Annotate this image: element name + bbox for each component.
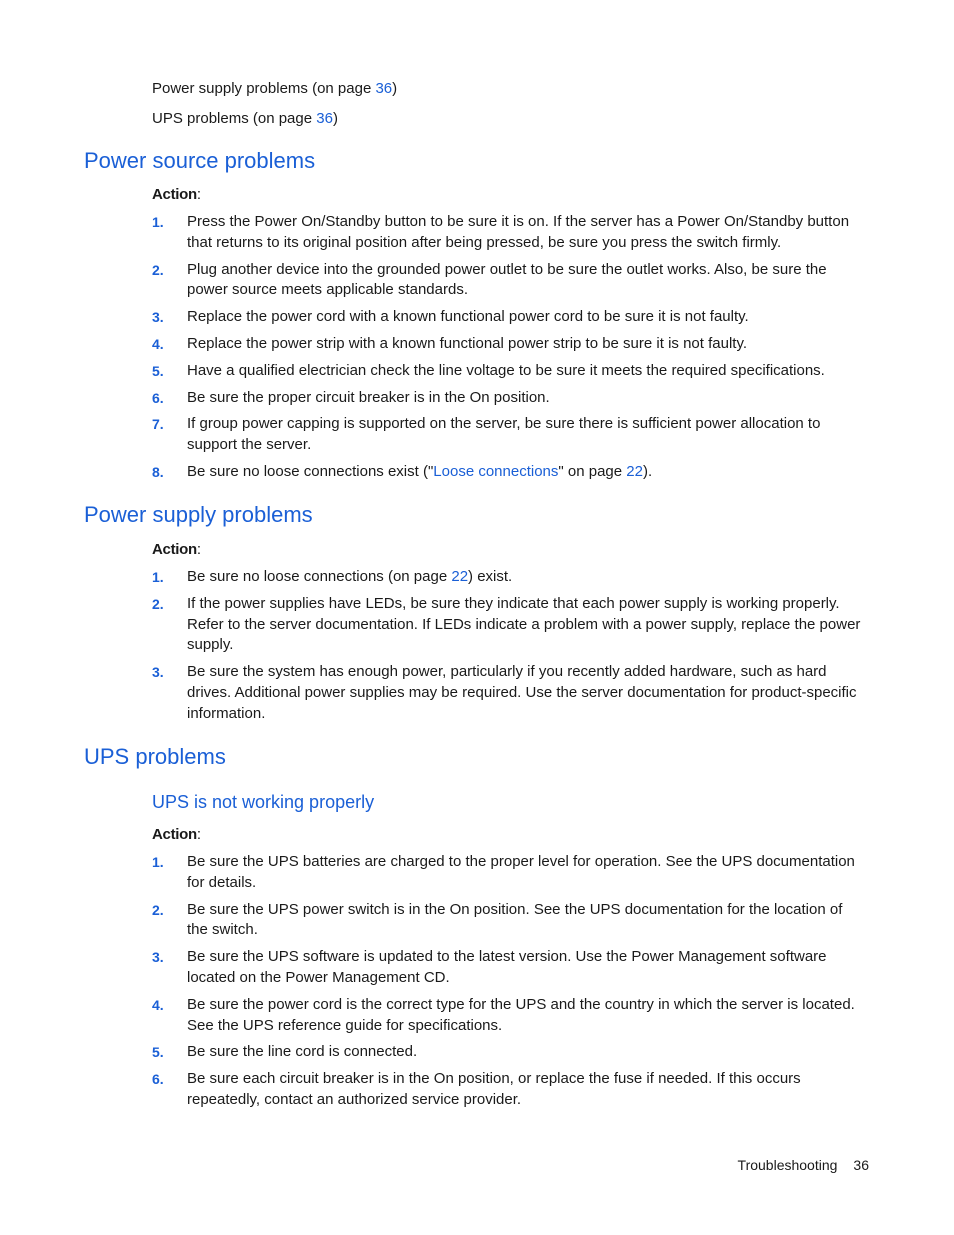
action-label: Action: (152, 826, 202, 843)
footer-page-number: 36 (853, 1157, 869, 1173)
subsection-title-ups-not-working: UPS is not working properly (152, 792, 375, 812)
list-item: 4. Be sure the power cord is the correct type for the UPS and the country in which the server is located. See the UPS reference guide for specifications. (152, 995, 855, 1034)
list-item: 3. Be sure the system has enough power, particularly if you recently added hardware, such as hard drives. Additional power supplies may be required. Use the server documentation for product-specific information. (152, 663, 857, 722)
list-item: 2. Plug another device into the grounded power outlet to be sure the outlet works. Also, be sure the power source meets applicable standards. (152, 260, 827, 299)
footer-section: Troubleshooting (737, 1157, 838, 1173)
loose-connections-link[interactable]: Loose connections (433, 462, 559, 480)
top-link-ups: UPS problems (on page 36) (152, 110, 338, 127)
list-item: 2. Be sure the UPS power switch is in the On position. See the UPS documentation for the location of the switch. (152, 900, 843, 939)
page-link[interactable]: 36 (375, 80, 393, 97)
list-item: 3. Be sure the UPS software is updated to the latest version. Use the Power Management software located on the Power Management CD. (152, 948, 827, 986)
power-supply-steps (152, 567, 866, 731)
list-item: 8. Be sure no loose connections exist ("Loose connections" on page 22). (152, 462, 653, 480)
ups-steps (152, 852, 866, 1117)
list-item: 1. Press the Power On/Standby button to be sure it is on. If the server has a Power On/Standby button that returns to its original position after being pressed, be sure you press the switch firmly. (152, 213, 850, 251)
list-item: 1. Be sure the UPS batteries are charged to the proper level for operation. See the UPS documentation for details. (152, 853, 855, 891)
action-label: Action: (152, 186, 202, 203)
list-item: 2. If the power supplies have LEDs, be sure they indicate that each power supply is working properly. Refer to the server documentation. If LEDs indicate a problem with a power supply, replace the power supply. (152, 594, 861, 654)
page-link[interactable]: 36 (316, 110, 333, 127)
list-item: 7. If group power capping is supported on the server, be sure there is sufficient power allocation to support the server. (152, 415, 821, 454)
list-item: 5. Be sure the line cord is connected. (152, 1043, 418, 1061)
list-item: 1. Be sure no loose connections (on page 22) exist. (152, 568, 513, 585)
top-links (152, 74, 397, 134)
list-item: 6. Be sure the proper circuit breaker is in the On position. (152, 388, 550, 406)
section-title-ups: UPS problems (84, 744, 226, 769)
section-title-power-source: Power source problems (84, 148, 316, 173)
top-link-power-supply: Power supply problems (on page 36) (152, 80, 398, 97)
list-item: 6. Be sure each circuit breaker is in the On position, or replace the fuse if needed. If this occurs repeatedly, contact an authorized service provider. (152, 1070, 801, 1108)
list-item: 4. Replace the power strip with a known functional power strip to be sure it is not faulty. (152, 334, 748, 352)
power-source-steps (152, 212, 866, 489)
page-link[interactable]: 22 (451, 568, 469, 585)
list-item: 3. Replace the power cord with a known functional power cord to be sure it is not faulty. (152, 308, 749, 326)
section-title-power-supply: Power supply problems (84, 502, 313, 527)
list-item: 5. Have a qualified electrician check the line voltage to be sure it meets the required specifications. (152, 361, 825, 379)
action-label: Action: (152, 541, 202, 558)
page-link[interactable]: 22 (626, 462, 643, 480)
page-footer (738, 1157, 869, 1173)
